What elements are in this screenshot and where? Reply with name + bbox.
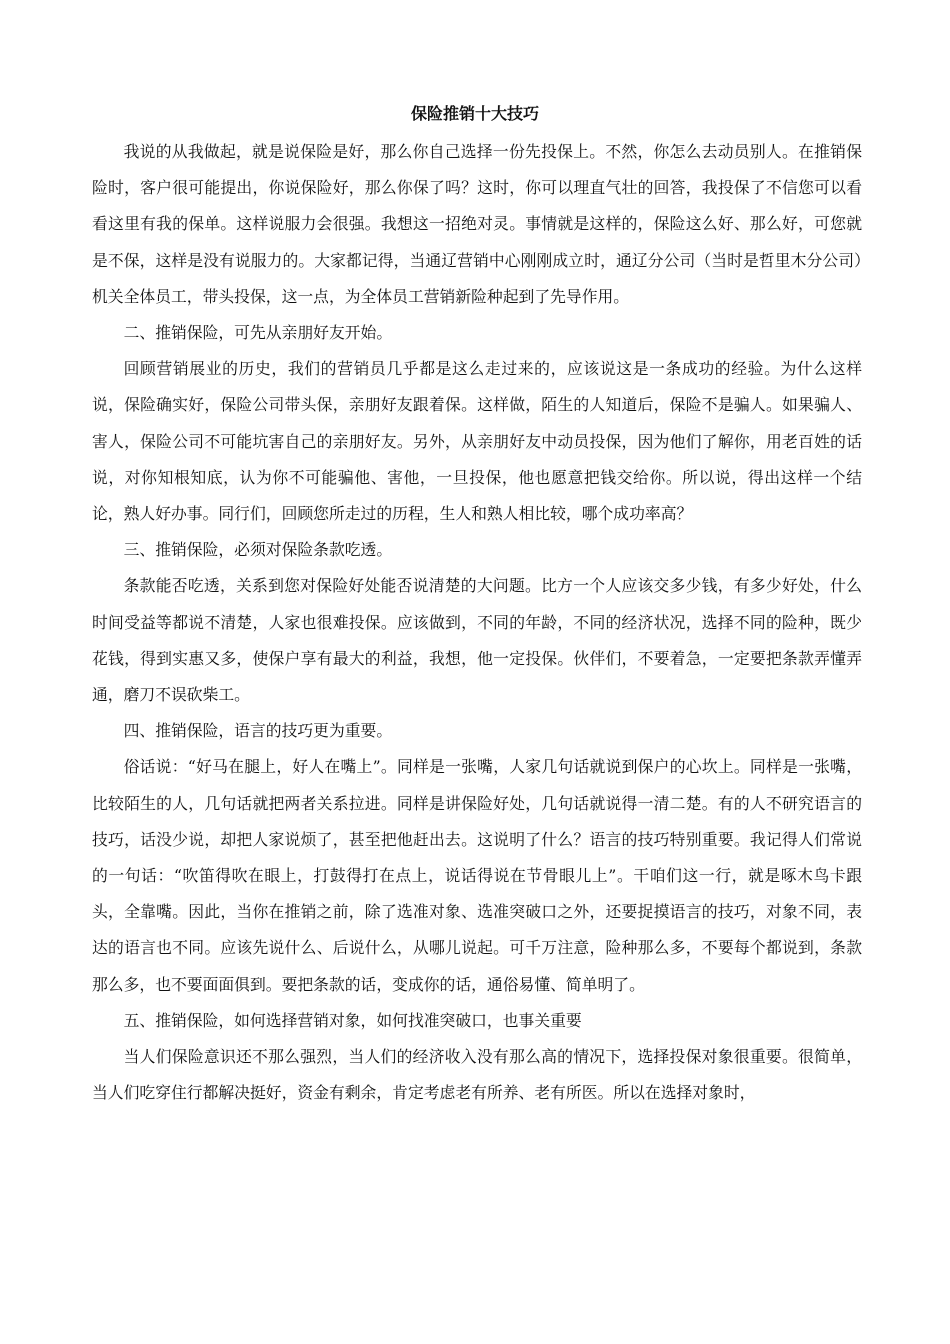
heading-five: 五、推销保险，如何选择营销对象，如何找准突破口，也事关重要 bbox=[123, 1010, 582, 1030]
paragraph-intro: 我说的从我做起，就是说保险是好，那么你自己选择一份先投保上。不然，你怎么去动员别人。在推销保险时，客户很可能提出，你说保险好，那么你保了吗？这时，你可以理直气壮的回答，我投保了不信您可以看看这里有我的保单。这样说服力会很强。我想这一招绝对灵。事情就是这样的，保险这么好、那么好，可您就是不保，这样是没有说服力的。大家都记得，当通辽营销中心刚刚成立时，通辽分公司（当时是哲里木分公司）机关全体员工，带头投保，这一点，为全体员工营销新险种起到了先导作用。 bbox=[92, 142, 862, 306]
paragraph-two: 回顾营销展业的历史，我们的营销员几乎都是这么走过来的，应该说这是一条成功的经验。为什么这样说，保险确实好，保险公司带头保，亲朋好友跟着保。这样做，陌生的人知道后，保险不是骗人。如果骗人、害人，保险公司不可能坑害自己的亲朋好友。另外，从亲朋好友中动员投保，因为他们了解你，用老百姓的话说，对你知根知底，认为你不可能骗他、害他，一旦投保，他也愿意把钱交给你。所以说，得出这样一个结论，熟人好办事。同行们，回顾您所走过的历程，生人和熟人相比较，哪个成功率高？ bbox=[92, 359, 862, 524]
paragraph-four: 俗话说：“好马在腿上，好人在嘴上”。同样是一张嘴，人家几句话就说到保户的心坎上。同样是一张嘴，比较陌生的人，几句话就把两者关系拉进。同样是讲保险好处，几句话就说得一清二楚。有的人不研究语言的技巧，话没少说，却把人家说烦了，甚至把他赶出去。这说明了什么？语言的技巧特别重要。我记得人们常说的一句话：“吹笛得吹在眼上，打鼓得打在点上，说话得说在节骨眼儿上”。干咱们这一行，就是啄木鸟卡跟头，全靠嘴。因此，当你在推销之前，除了选准对象、选准突破口之外，还要捉摸语言的技巧，对象不同，表达的语言也不同。应该先说什么、后说什么，从哪儿说起。可千万注意，险种那么多，不要每个都说到，条款那么多，也不要面面俱到。要把条款的话，变成你的话，通俗易懂、简单明了。 bbox=[92, 757, 862, 994]
document-body bbox=[92, 134, 862, 1111]
paragraph-three: 条款能否吃透，关系到您对保险好处能否说清楚的大问题。比方一个人应该交多少钱，有多少好处，什么时间受益等都说不清楚，人家也很难投保。应该做到，不同的年龄，不同的经济状况，选择不同的险种，既少花钱，得到实惠又多，使保户享有最大的利益，我想，他一定投保。伙伴们，不要着急，一定要把条款弄懂弄通，磨刀不误砍柴工。 bbox=[92, 576, 862, 705]
heading-four: 四、推销保险，语言的技巧更为重要。 bbox=[123, 721, 393, 741]
document-title: 保险推销十大技巧 bbox=[410, 104, 539, 123]
paragraph-five: 当人们保险意识还不那么强烈，当人们的经济收入没有那么高的情况下，选择投保对象很重要。很简单，当人们吃穿住行都解决挺好，资金有剩余，肯定考虑老有所养、老有所医。所以在选择对象时， bbox=[92, 1047, 862, 1103]
heading-two: 二、推销保险，可先从亲朋好友开始。 bbox=[123, 323, 393, 343]
heading-three: 三、推销保险，必须对保险条款吃透。 bbox=[123, 540, 393, 560]
